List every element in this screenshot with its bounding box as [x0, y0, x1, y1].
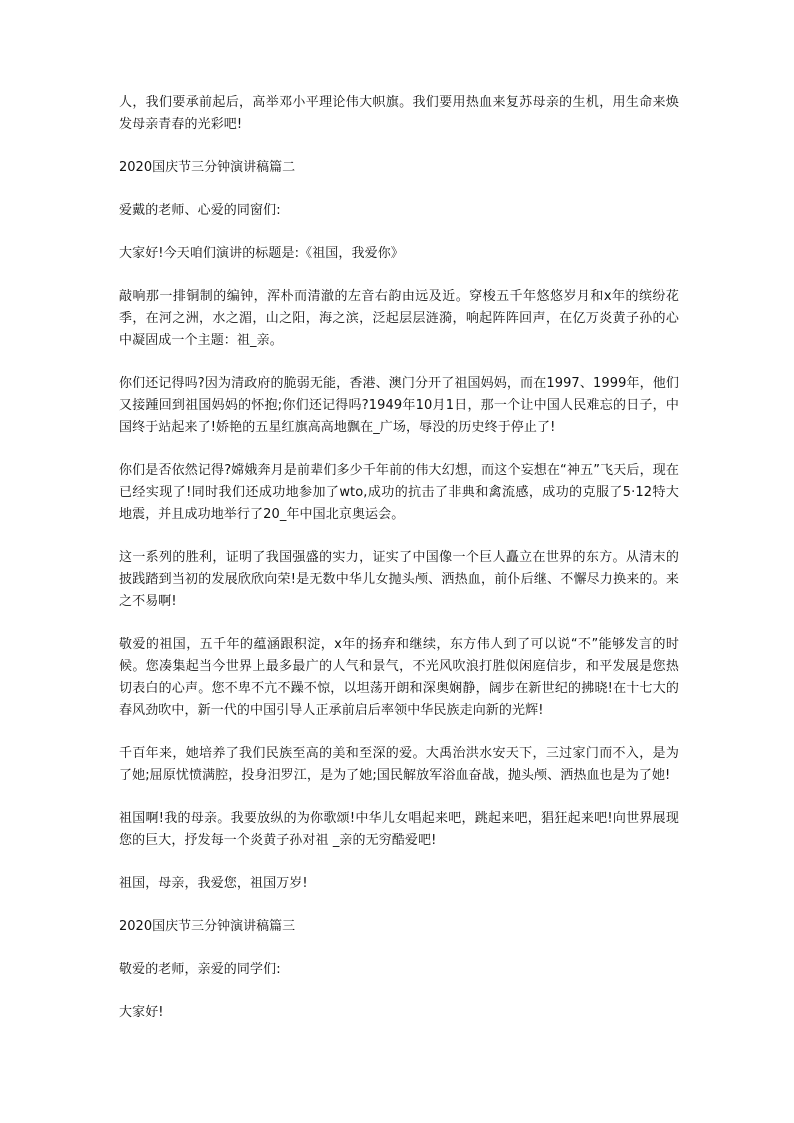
document-body	[119, 92, 679, 1045]
paragraph: 你们还记得吗?因为清政府的脆弱无能，香港、澳门分开了祖国妈妈，而在1997、1999年，他们又接踵回到祖国妈妈的怀抱;你们还记得吗?1949年10月1日，那一个让中国人民难忘的日子，中国终于站起来了!娇艳的五星红旗高高地飘在_广场，辱没的历史终于停止了!	[119, 376, 679, 435]
paragraph: 祖国，母亲，我爱您，祖国万岁!	[119, 876, 308, 891]
paragraph: 敬爱的祖国，五千年的蕴涵跟积淀，x年的扬弃和继续，东方伟人到了可以说“不”能够发言的时候。您凑集起当今世界上最多最广的人气和景气，不光风吹浪打胜似闲庭信步，和平发展是您热切表白的心声。您不卑不亢不躁不惊，以坦荡开朗和深奥娴静，阔步在新世纪的拂晓!在十七大的春风劲吹中，新一代的中国引导人正承前启后率领中华民族走向新的光辉!	[119, 637, 679, 718]
salutation: 爱戴的老师、心爱的同窗们:	[119, 203, 281, 218]
paragraph: 千百年来，她培养了我们民族至高的美和至深的爱。大禹治洪水安天下，三过家门而不入，是为了她;屈原忧愤满腔，投身汨罗江，是为了她;国民解放军浴血奋战，抛头颅、洒热血也是为了她!	[119, 746, 679, 783]
section-heading: 2020国庆节三分钟演讲稿篇二	[119, 160, 296, 175]
paragraph: 祖国啊!我的母亲。我要放纵的为你歌颂!中华儿女唱起来吧，跳起来吧，猖狂起来吧!向世界展现您的巨大，抒发每一个炎黄子孙对祖 _亲的无穷酷爱吧!	[119, 811, 679, 848]
paragraph: 大家好!	[119, 1005, 164, 1020]
section-heading: 2020国庆节三分钟演讲稿篇三	[119, 919, 296, 934]
paragraph: 这一系列的胜利，证明了我国强盛的实力，证实了中国像一个巨人矗立在世界的东方。从清末的披践踏到当初的发展欣欣向荣!是无数中华儿女抛头颅、洒热血，前仆后继、不懈尽力换来的。来之不易啊!	[119, 550, 679, 609]
paragraph: 大家好!今天咱们演讲的标题是:《祖国，我爱你》	[119, 246, 404, 261]
salutation: 敬爱的老师，亲爱的同学们:	[119, 962, 281, 977]
paragraph: 敲响那一排铜制的编钟，浑朴而清澈的左音右韵由远及近。穿梭五千年悠悠岁月和x年的缤纷花季，在河之洲，水之湄，山之阳，海之滨，泛起层层涟漪，响起阵阵回声，在亿万炎黄子孙的心中凝固成一个主题：祖_亲。	[119, 289, 679, 348]
paragraph: 你们是否依然记得?嫦娥奔月是前辈们多少千年前的伟大幻想，而这个妄想在“神五”飞天后，现在已经实现了!同时我们还成功地参加了wto,成功的抗击了非典和禽流感，成功的克服了5·12特大地震，并且成功地举行了20_年中国北京奥运会。	[119, 463, 679, 522]
paragraph: 人，我们要承前起后，高举邓小平理论伟大帜旗。我们要用热血来复苏母亲的生机，用生命来焕发母亲青春的光彩吧!	[119, 95, 679, 132]
